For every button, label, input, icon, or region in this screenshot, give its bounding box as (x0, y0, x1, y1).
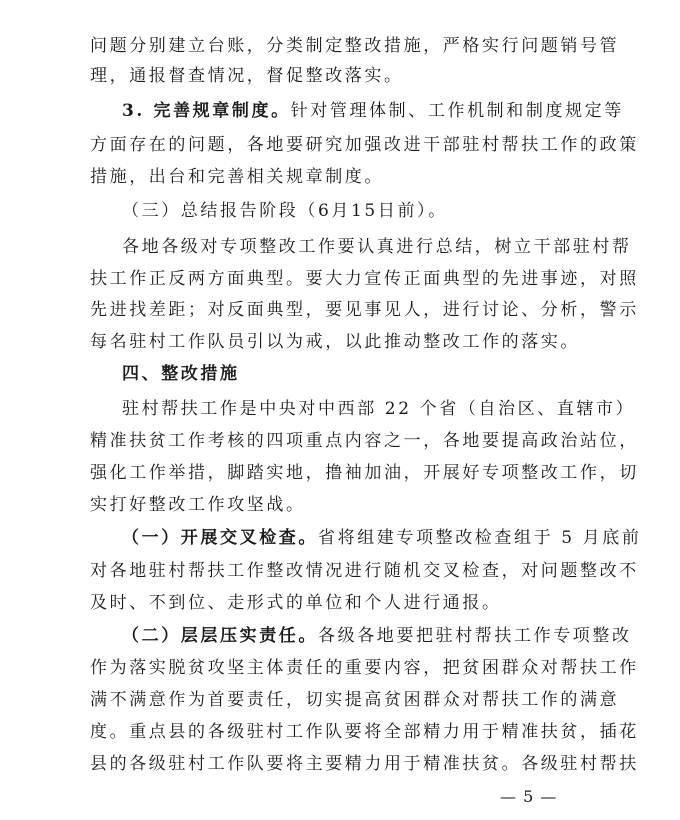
paragraph-line (122, 527, 642, 549)
paragraph-line (90, 721, 639, 743)
subsection-lead: （一）开展交叉检查。 (122, 528, 318, 548)
section-heading (122, 200, 590, 222)
line-text: 问题分别建立台账，分类制定整改措施，严格实行问题销号管 (90, 36, 620, 56)
paragraph-line (90, 430, 639, 452)
subsection-lead: （二）层层压实责任。 (122, 626, 318, 646)
paragraph-line (90, 35, 620, 57)
line-text: 每名驻村工作队员引以为戒，以此推动整改工作的落实。 (90, 332, 580, 352)
line-text: 措施，出台和完善相关规章制度。 (90, 167, 384, 187)
paragraph-line (90, 753, 639, 775)
line-text: 强化工作举措，脚踏实地，撸袖加油，开展好专项整改工作，切 (90, 463, 639, 483)
line-text: 度。重点县的各级驻村工作队要将全部精力用于精准扶贫，插花 (90, 722, 639, 742)
paragraph-line (122, 236, 632, 258)
line-text: 扶工作正反两方面典型。要大力宣传正面典型的先进事迹，对照 (90, 269, 639, 289)
paragraph-line (90, 494, 590, 516)
line-text: 方面存在的问题，各地要研究加强改进干部驻村帮扶工作的政策 (90, 135, 639, 155)
page-number: — 5 — (500, 787, 558, 806)
paragraph-line (90, 65, 590, 87)
line-text: 理，通报督查情况，督促整改落实。 (90, 66, 404, 86)
line-text: 省将组建专项整改检查组于 5 月底前 (318, 528, 642, 548)
line-text: 精准扶贫工作考核的四项重点内容之一，各地要提高政治站位， (90, 431, 639, 451)
paragraph-line (90, 657, 639, 679)
paragraph-line (122, 100, 624, 122)
line-text: 及时、不到位、走形式的单位和个人进行通报。 (90, 593, 502, 613)
line-text: 各地各级对专项整改工作要认真进行总结，树立干部驻村帮 (122, 237, 632, 257)
line-text: 驻村帮扶工作是中央对中西部 22 个省（自治区、直辖市） (122, 399, 636, 419)
subsection-lead: 3. 完善规章制度。 (122, 101, 291, 121)
paragraph-line (90, 134, 639, 156)
chapter-heading (122, 363, 590, 385)
paragraph-line (90, 560, 639, 582)
paragraph-line (90, 462, 639, 484)
line-text: 实打好整改工作攻坚战。 (90, 495, 306, 515)
line-text: （三）总结报告阶段（6月15日前）。 (122, 201, 448, 221)
line-text: 各级各地要把驻村帮扶工作专项整改 (318, 626, 632, 646)
paragraph-line (90, 331, 590, 353)
paragraph-line (122, 625, 632, 647)
line-text: 四、整改措施 (122, 364, 240, 384)
paragraph-line (122, 398, 636, 420)
line-text: 针对管理体制、工作机制和制度规定等 (290, 101, 624, 121)
line-text: 对各地驻村帮扶工作整改情况进行随机交叉检查，对问题整改不 (90, 561, 639, 581)
line-text: 作为落实脱贫攻坚主体责任的重要内容，把贫困群众对帮扶工作 (90, 658, 639, 678)
paragraph-line (90, 166, 590, 188)
paragraph-line (90, 299, 639, 321)
paragraph-line (90, 592, 590, 614)
line-text: 先进找差距；对反面典型，要见事见人，进行讨论、分析，警示 (90, 300, 639, 320)
line-text: 县的各级驻村工作队要将主要精力用于精准扶贫。各级驻村帮扶 (90, 754, 639, 774)
line-text: 满不满意作为首要责任，切实提高贫困群众对帮扶工作的满意 (90, 690, 620, 710)
paragraph-line (90, 268, 639, 290)
paragraph-line (90, 689, 620, 711)
